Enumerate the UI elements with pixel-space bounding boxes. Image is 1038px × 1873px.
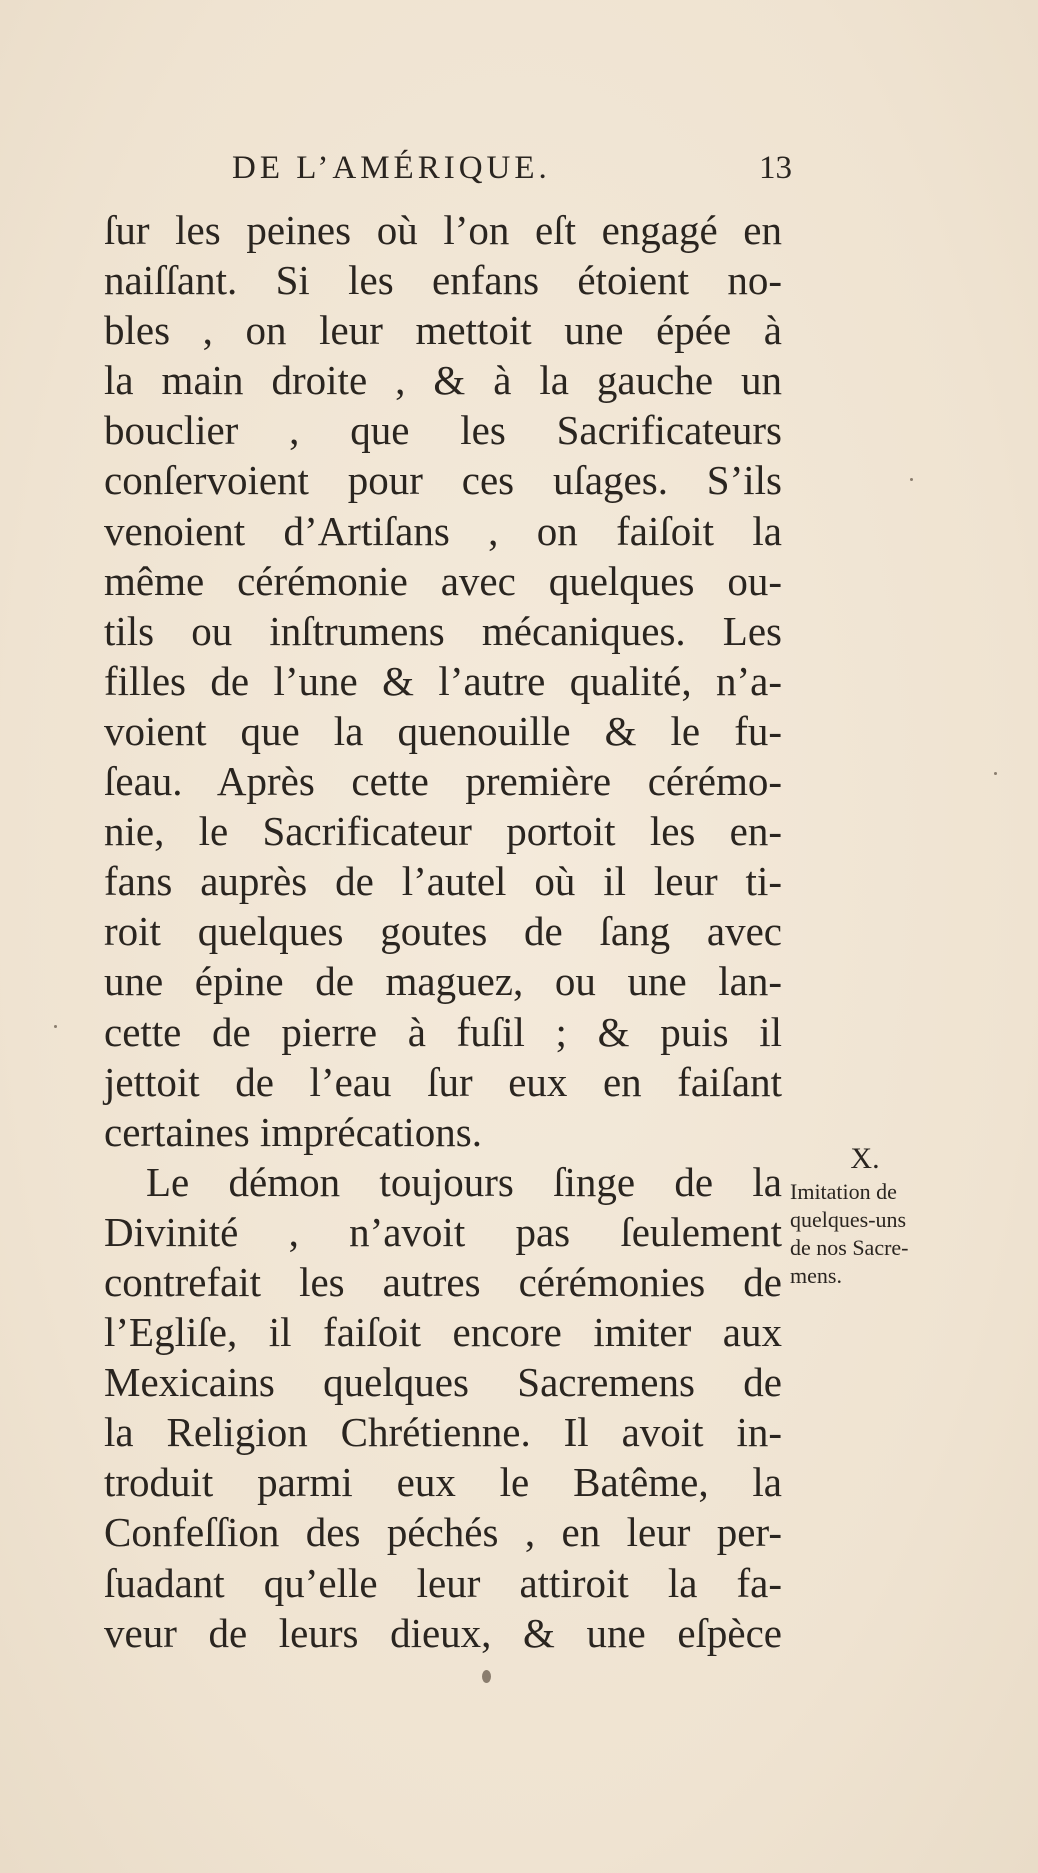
text-line: contrefait les autres cérémonies de (104, 1258, 782, 1305)
text-line: ſur les peines où l’on eſt engagé en (104, 207, 782, 253)
marginal-note-line: quelques-uns (790, 1207, 907, 1232)
text-line: Le démon toujours ſinge de la (146, 1158, 782, 1205)
text-line: conſervoient pour ces uſages. S’ils (104, 457, 782, 504)
body-text (104, 205, 782, 1658)
text-line: tils ou inſtrumens mécaniques. Les (104, 607, 782, 654)
text-line: la main droite , & à la gauche un (104, 357, 782, 404)
marginal-note (790, 1140, 970, 1290)
text-line: ſuadant qu’elle leur attiroit la fa- (104, 1559, 782, 1606)
marginal-note-line: Imitation de (790, 1179, 897, 1204)
text-line: veur de leurs dieux, & une eſpèce (104, 1609, 782, 1656)
text-line: naiſſant. Si les enfans étoient no- (104, 257, 782, 304)
text-line: ſeau. Après cette première cérémo- (104, 758, 782, 805)
paper-speck (910, 478, 913, 481)
paper-speck (994, 772, 997, 775)
text-line: la Religion Chrétienne. Il avoit in- (104, 1409, 782, 1456)
text-line: bouclier , que les Sacrificateurs (104, 407, 782, 454)
text-line: nie, le Sacrificateur portoit les en- (104, 808, 782, 855)
text-line: cette de pierre à fuſil ; & puis il (104, 1008, 782, 1055)
page-number: 13 (759, 150, 792, 186)
paper-speck (482, 1670, 491, 1683)
running-head (232, 150, 792, 200)
text-line: l’Egliſe, il faiſoit encore imiter aux (104, 1309, 782, 1356)
text-line: une épine de maguez, ou une lan- (104, 958, 782, 1005)
text-line: troduit parmi eux le Batême, la (104, 1459, 782, 1506)
marginal-note-line: de nos Sacre- (790, 1235, 909, 1260)
text-line: bles , on leur mettoit une épée à (104, 307, 782, 354)
paper-speck (54, 1025, 57, 1028)
text-line: voient que la quenouille & le fu- (104, 707, 782, 754)
text-line: jettoit de l’eau ſur eux en faiſant (104, 1058, 782, 1105)
text-line: Mexicains quelques Sacremens de (104, 1359, 782, 1406)
text-line: venoient d’Artiſans , on faiſoit la (104, 507, 782, 554)
text-line: roit quelques goutes de ſang avec (104, 908, 782, 955)
text-line: fans auprès de l’autel où il leur ti- (104, 858, 782, 905)
section-number: X. (850, 1142, 880, 1175)
text-line: Divinité , n’avoit pas ſeulement (104, 1208, 782, 1255)
running-title: DE L’AMÉRIQUE. (232, 150, 551, 186)
marginal-note-line: mens. (790, 1263, 842, 1288)
text-line: filles de l’une & l’autre qualité, n’a- (104, 657, 782, 704)
text-line: Confeſſion des péchés , en leur per- (104, 1509, 782, 1556)
text-line: certaines imprécations. (104, 1108, 482, 1155)
text-line: même cérémonie avec quelques ou- (104, 557, 782, 604)
